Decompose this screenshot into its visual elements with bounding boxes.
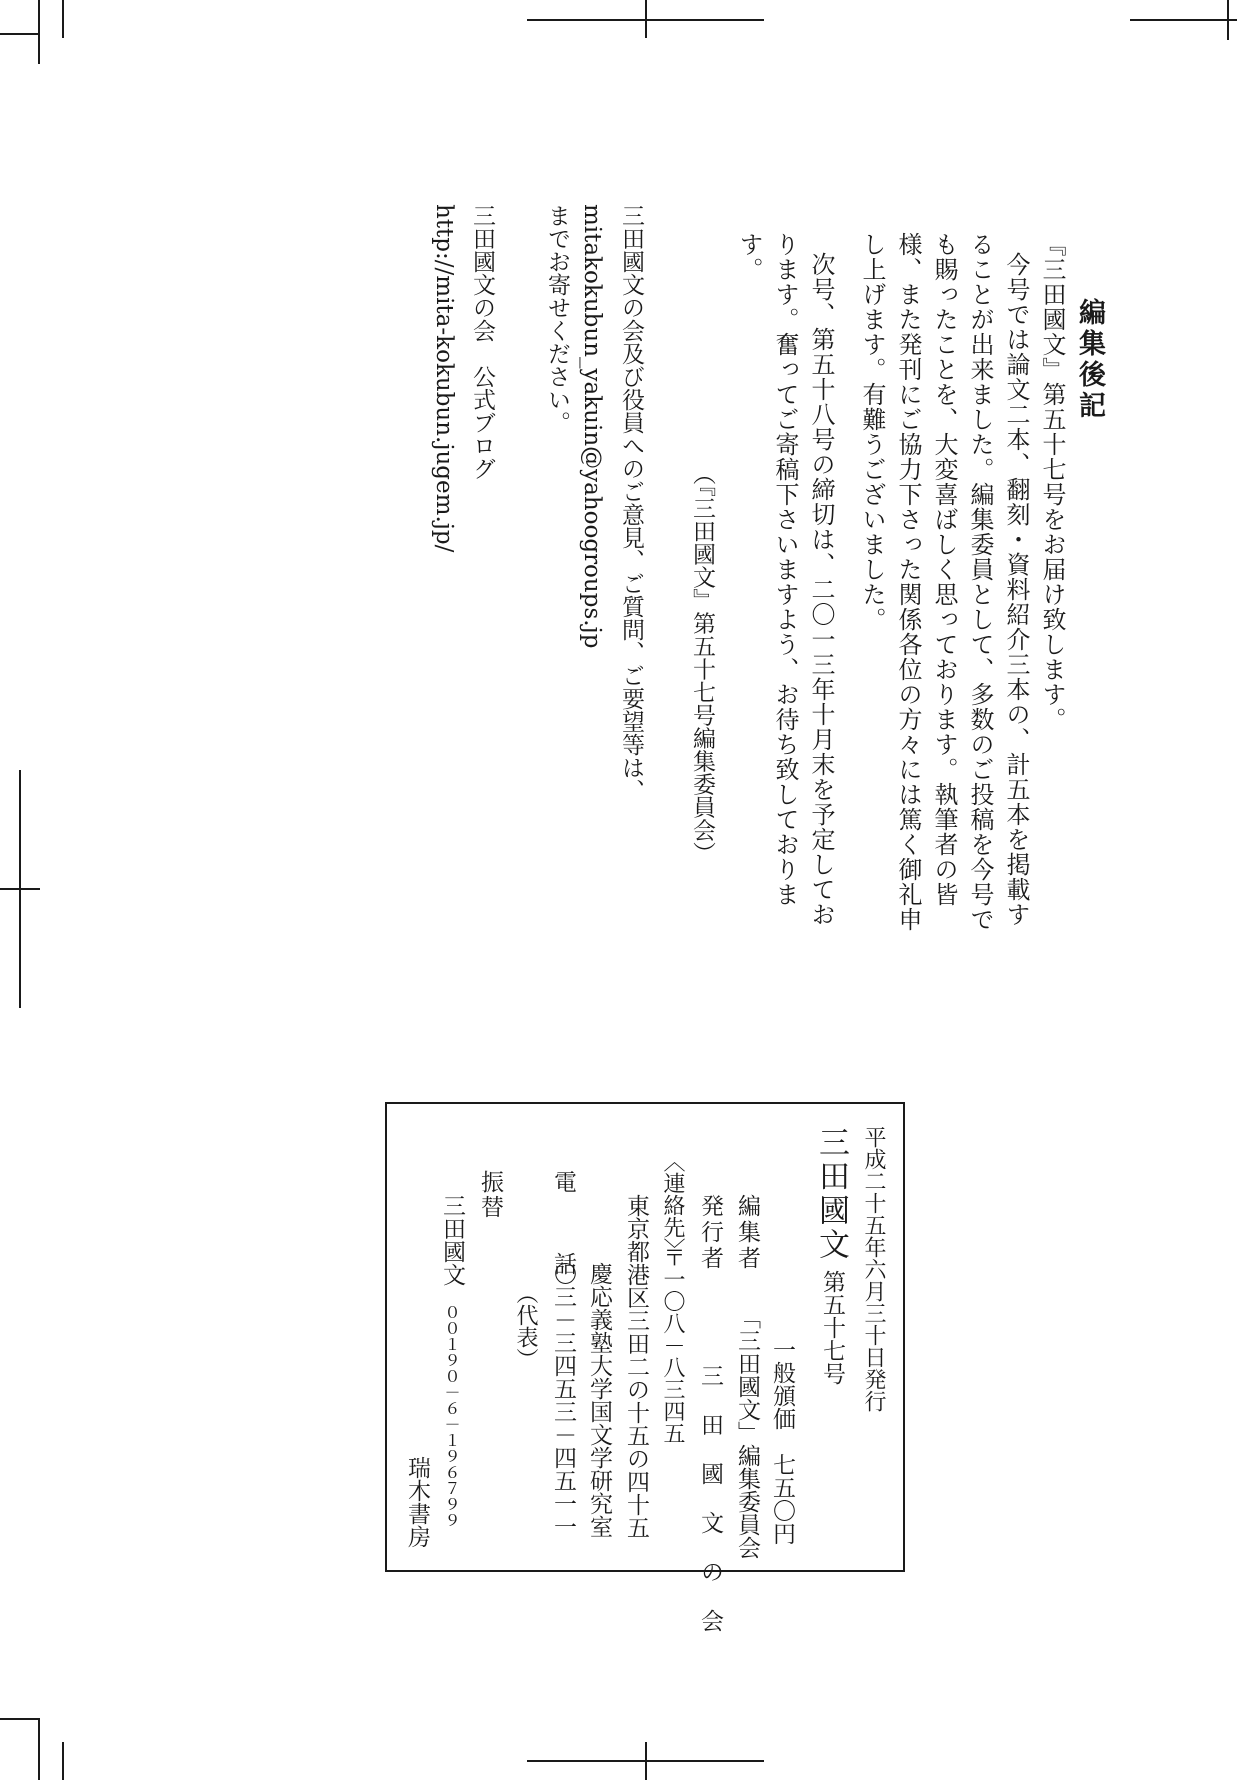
blog-url: http://mita-kokubun.jugem.jp/	[431, 204, 457, 553]
crop-mark	[19, 770, 21, 1008]
postscript-line: 次号、第五十八号の締切は、二〇一三年十月末を予定してお	[807, 252, 835, 927]
colophon-journal-title: 三田國文	[813, 1126, 849, 1262]
postscript-line: し上げます。有難うございました。	[858, 232, 886, 632]
colophon-phone: 〇三－三四五三－四五一一	[550, 1262, 576, 1538]
postscript-line: ります。奮ってご寄稿下さいますよう、お待ち致しておりま	[771, 232, 799, 907]
colophon-account-number: ００１９０－６－１９６７９９	[442, 1304, 461, 1528]
postscript-signature: （『三田國文』第五十七号編集委員会）	[689, 462, 715, 865]
crop-mark	[0, 33, 40, 35]
crop-mark	[38, 1718, 40, 1780]
postscript-line: 様、また発刊にご協力下さった関係各位の方々には篤く御礼申	[894, 232, 922, 932]
crop-mark	[645, 1742, 647, 1780]
colophon-account-name: 三田國文	[439, 1194, 465, 1286]
colophon-publisher: 三 田 國 文 の 会	[697, 1364, 723, 1632]
postscript-line: す。	[735, 232, 763, 282]
colophon-phone-label: 電 話	[550, 1170, 576, 1293]
postscript-heading: 編集後記	[1074, 298, 1105, 422]
colophon-phone-note: （代表）	[513, 1282, 538, 1370]
postscript-line: ることが出来ました。編集委員として、多数のご投稿を今号で	[966, 232, 994, 932]
colophon-date: 平成二十五年六月三十日発行	[861, 1126, 886, 1412]
crop-mark	[38, 0, 40, 64]
crop-mark	[62, 1742, 64, 1780]
contact-email: mitakokubun_yakuin@yahoogroups.jp	[579, 204, 605, 649]
contact-note-line: 三田國文の会及び役員へのご意見、ご質問、ご要望等は、	[618, 204, 644, 802]
colophon-postal: 〒一〇八－八三四五	[660, 1246, 685, 1444]
blog-label: 三田國文の会 公式ブログ	[469, 204, 495, 480]
crop-mark	[0, 1718, 40, 1720]
colophon-editor-label: 編集者	[734, 1194, 760, 1272]
postscript-line: も賜ったことを、大変喜ばしく思っております。執筆者の皆	[930, 232, 958, 907]
colophon-printer: 瑞木書房	[404, 1456, 430, 1548]
colophon-price: 一般頒価 七五〇円	[769, 1338, 795, 1545]
colophon-editor: 「三田國文」編集委員会	[734, 1306, 760, 1559]
colophon-issue: 第五十七号	[819, 1270, 845, 1385]
crop-mark	[1130, 19, 1237, 21]
postscript-line: 今号では論文二本、翻刻・資料紹介三本の、計五本を掲載す	[1002, 252, 1030, 927]
colophon-contact-label: 〈連絡先〉	[660, 1150, 685, 1260]
colophon-address: 東京都港区三田二の十五の四十五	[623, 1194, 649, 1539]
crop-mark	[62, 0, 64, 38]
crop-mark	[1227, 0, 1229, 40]
postscript-line: 『三田國文』第五十七号をお届け致します。	[1038, 232, 1066, 732]
crop-mark	[645, 0, 647, 38]
colophon-transfer-label: 振替	[477, 1170, 503, 1220]
colophon-publisher-label: 発行者	[697, 1194, 723, 1272]
colophon-office: 慶応義塾大学国文学研究室	[586, 1262, 612, 1538]
contact-note-line: までお寄せください。	[544, 204, 570, 434]
